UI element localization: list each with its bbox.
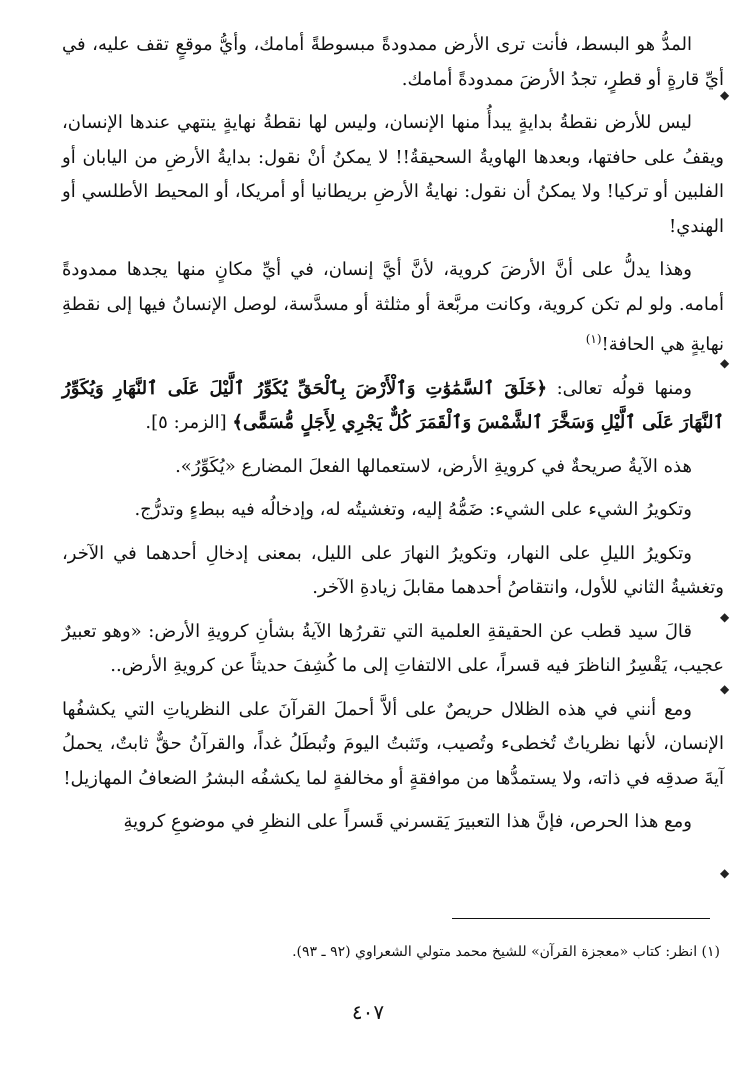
paragraph-takwir-def: وتكويرُ الشيء على الشيء: ضَمُّهُ إليه، وتغشيتُه له، وإدخالُه فيه ببطءٍ وتدرُّج. [134, 499, 692, 520]
verse-reference: [الزمر: ٥]. [145, 412, 227, 433]
paragraph-spherical-text: وهذا يدلُّ على أنَّ الأرضَ كروية، لأنَّ أيَّ إنسان، في أيِّ مكانٍ منها يجدها ممدودةً أمامه. ولو لم تكن كروية، وكانت مربَّعة أو مثلثة أو مسدَّسة، لوصل الإنسانُ فيها إلى نقطةِ نهايةٍ هي الحافة! [62, 259, 724, 355]
margin-mark: ◆ [720, 88, 730, 102]
paragraph-qutb-quote: قالَ سيد قطب عن الحقيقةِ العلمية التي تقررُها الآيةُ بشأنِ كرويةِ الأرض: «وهو تعبيرٌ عجيب، يَقْسِرُ الناظرَ فيه قسراً، على الالتفاتِ إلى ما كُشِفَ حديثاً عن كرويةِ الأرض.. [62, 620, 724, 676]
footnote-reference: (١) [585, 332, 602, 346]
margin-mark: ◆ [720, 682, 730, 696]
footnote-separator [452, 918, 710, 919]
paragraph-verse [62, 372, 724, 441]
margin-mark: ◆ [720, 610, 730, 624]
footnote: (١) انظر: كتاب «معجزة القرآن» للشيخ محمد متولي الشعراوي (٩٢ ـ ٩٣). [292, 944, 720, 960]
paragraph-madd: المدُّ هو البسط، فأنت ترى الأرض ممدودةً مبسوطةً أمامك، وأيُّ موقعٍ تقف عليه، في أيِّ قارةٍ أو قطرٍ، تجدُ الأرضَ ممدودةً أمامك. [62, 34, 724, 90]
body-text [62, 28, 724, 849]
margin-mark: ◆ [720, 866, 730, 880]
paragraph-no-edge: ليس للأرض نقطةُ بدايةٍ يبدأُ منها الإنسان، وليس لها نقطةُ نهايةٍ ينتهي عندها الإنسان، ويقفُ على حافتها، وبعدها الهاويةُ السحيقةُ!! لا يمكنُ أنْ نقول: بدايةُ الأرضِ من اليابان أو الفلبين أو تركيا! ولا يمكنُ أن نقول: نهايةُ الأرضِ بريطانيا أو أمريكا، أو المحيط الأطلسي أو الهندي! [62, 112, 724, 237]
page-number: ٤٠٧ [351, 1000, 385, 1024]
paragraph-despite: ومع هذا الحرص، فإنَّ هذا التعبيرَ يَقسرني قَسراً على النظرِ في موضوعِ كرويةِ [123, 811, 692, 832]
quran-verse: ﴿خَلَقَ ٱلسَّمَٰوَٰتِ وَٱلْأَرْضَ بِٱلْحَقِّ يُكَوِّرُ ٱلَّيْلَ عَلَى ٱلنَّهَارِ وَيُكَوِّرُ ٱلنَّهَارَ عَلَى ٱلَّيْلِ وَسَخَّرَ ٱلشَّمْسَ وَٱلْقَمَرَ كُلٌّ يَجْرِي لِأَجَلٍ مُّسَمًّى﴾ [62, 377, 724, 433]
paragraph-zilal: ومع أنني في هذه الظلال حريصٌ على ألاَّ أحملَ القرآنَ على النظرياتِ التي يكشفُها الإنسان، لأنها نظرياتٌ تُخطىء وتُصيب، وتَثبتُ اليومَ وتُبطَلُ غداً، والقرآنُ حقٌّ ثابتٌ، يحملُ آيةَ صدقِه في ذاته، ولا يستمدُّها من موافقةٍ أو مخالفةٍ لما يكشفُه البشرُ الضعافُ المهازيل! [62, 698, 724, 789]
paragraph-spherical [62, 253, 724, 363]
paragraph-explicit: هذه الآيةُ صريحةٌ في كرويةِ الأرض، لاستعمالها الفعلَ المضارع «يُكَوِّرُ». [175, 455, 692, 477]
verse-intro: ومنها قولُه تعالى: [556, 377, 692, 399]
margin-mark: ◆ [720, 356, 730, 370]
paragraph-takwir-night: وتكويرُ الليلِ على النهار، وتكويرُ النهارَ على الليل، بمعنى إدخالِ أحدهما في الآخر، وتغشيةُ الثاني للأول، وانتقاصُ أحدهما مقابلَ زيادةِ الآخر. [62, 542, 724, 598]
